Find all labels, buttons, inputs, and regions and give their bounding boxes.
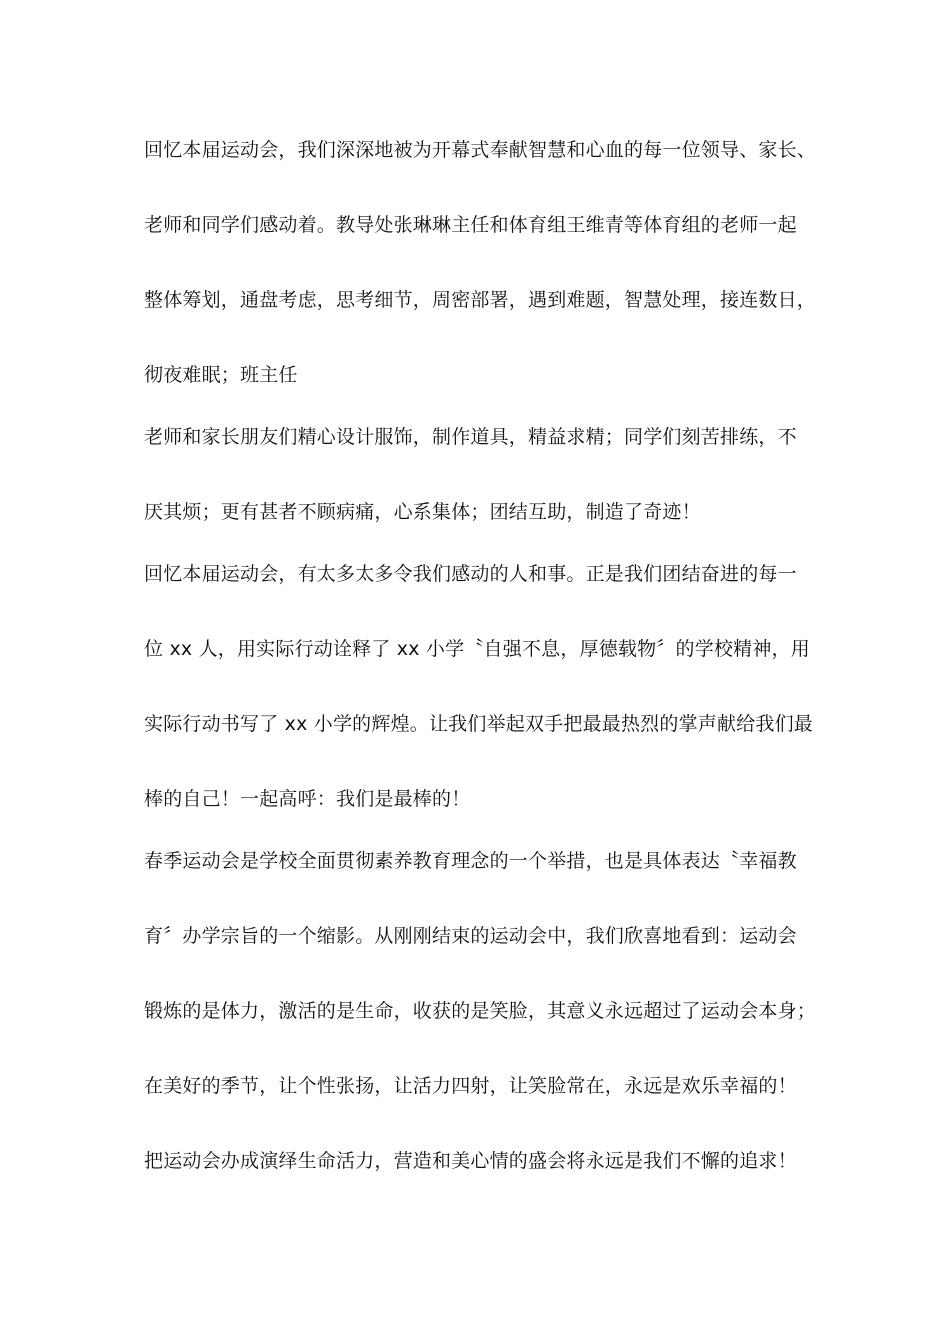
text-line: 春季运动会是学校全面贯彻素养教育理念的一个举措，也是具体表达〝幸福教	[144, 850, 797, 872]
text-line: 锻炼的是体力，激活的是生命，收获的是笑脸，其意义永远超过了运动会本身；	[144, 1000, 817, 1022]
text-line: 实际行动书写了 xx 小学的辉煌。让我们举起双手把最最热烈的掌声献给我们最	[144, 713, 813, 735]
text-line: 整体筹划，通盘考虑，思考细节，周密部署，遇到难题，智慧处理，接连数日，	[144, 289, 817, 311]
text-line: 回忆本届运动会，有太多太多令我们感动的人和事。正是我们团结奋进的每一	[144, 563, 797, 585]
text-line: 回忆本届运动会，我们深深地被为开幕式奉献智慧和心血的每一位领导、家长、	[144, 139, 817, 161]
text-line: 厌其烦；更有甚者不顾病痛，心系集体；团结互助，制造了奇迹！	[144, 501, 701, 523]
text-line: 在美好的季节，让个性张扬，让活力四射，让笑脸常在，永远是欢乐幸福的！	[144, 1075, 797, 1097]
text-line: 彻夜难眠；班主任	[144, 364, 298, 386]
text-line: 育〞办学宗旨的一个缩影。从刚刚结束的运动会中，我们欣喜地看到：运动会	[144, 925, 797, 947]
text-line: 把运动会办成演绎生命活力，营造和美心情的盛会将永远是我们不懈的追求！	[144, 1150, 797, 1172]
text-line: 位 xx 人，用实际行动诠释了 xx 小学〝自强不息，厚德载物〞的学校精神，用	[144, 638, 810, 660]
text-line: 老师和同学们感动着。教导处张琳琳主任和体育组王维青等体育组的老师一起	[144, 214, 797, 236]
text-line: 老师和家长朋友们精心设计服饰，制作道具，精益求精；同学们刻苦排练，不	[144, 426, 797, 448]
text-line: 棒的自己！一起高呼：我们是最棒的！	[144, 788, 471, 810]
